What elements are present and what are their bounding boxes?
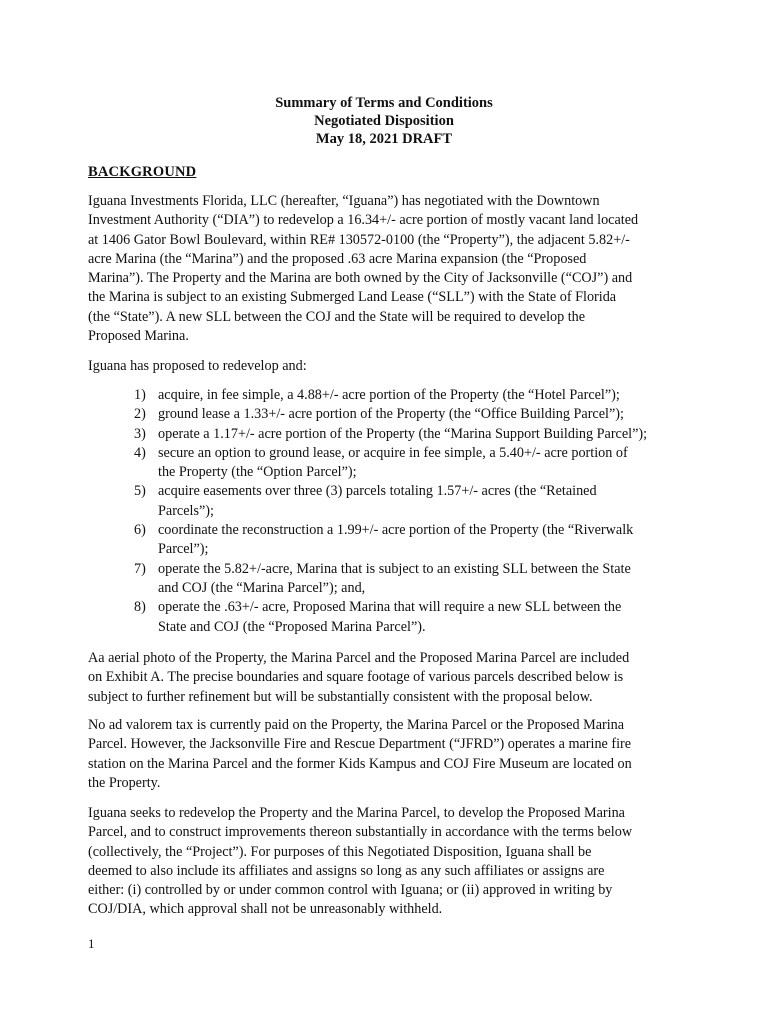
list-item-text: secure an option to ground lease, or acquire in fee simple, a 5.40+/- acre portion of xyxy=(158,444,628,461)
paragraph-line: the Property. xyxy=(88,774,161,791)
page-number: 1 xyxy=(88,936,95,951)
list-number: 4) xyxy=(134,444,146,461)
paragraph-line: Iguana Investments Florida, LLC (hereafter, “Iguana”) has negotiated with the Downtown xyxy=(88,193,600,209)
list-number: 2) xyxy=(134,406,146,423)
paragraph-line: either: (i) controlled by or under common control with Iguana; or (ii) approved in writing by xyxy=(88,882,613,899)
paragraph-line: subject to further refinement but will be substantially consistent with the proposal below. xyxy=(88,688,593,705)
list-item-text: coordinate the reconstruction a 1.99+/- acre portion of the Property (the “Riverwalk xyxy=(158,522,634,539)
list-number: 3) xyxy=(134,425,146,442)
paragraph-line: Marina”). The Property and the Marina are both owned by the City of Jacksonville (“COJ”) and xyxy=(88,270,633,287)
list-number: 6) xyxy=(134,522,146,539)
paragraph-line: No ad valorem tax is currently paid on the Property, the Marina Parcel or the Proposed Marina xyxy=(88,717,625,733)
paragraph-line: Parcel. However, the Jacksonville Fire and Rescue Department (“JFRD”) operates a marine fire xyxy=(88,736,632,753)
list-number: 1) xyxy=(134,387,146,403)
document-title xyxy=(0,94,768,148)
list-item-text: acquire easements over three (3) parcels totaling 1.57+/- acres (the “Retained xyxy=(158,483,597,500)
title-line: Summary of Terms and Conditions xyxy=(275,95,493,111)
paragraph-line: (collectively, the “Project”). For purposes of this Negotiated Disposition, Iguana shall be xyxy=(88,843,592,860)
list-item xyxy=(134,521,694,560)
paragraph-proposal-lead xyxy=(88,357,688,376)
paragraph-line: (the “State”). A new SLL between the COJ and the State will be required to develop the xyxy=(88,308,586,325)
paragraph-line: Aa aerial photo of the Property, the Marina Parcel and the Proposed Marina Parcel are included xyxy=(88,650,630,666)
paragraph-tax xyxy=(88,716,688,793)
paragraph-line: at 1406 Gator Bowl Boulevard, within RE# 130572-0100 (the “Property”), the adjacent 5.82+/- xyxy=(88,231,630,248)
list-item xyxy=(134,598,694,637)
paragraph-line: deemed to also include its affiliates and assigns so long as any such affiliates or assigns are xyxy=(88,862,605,879)
paragraph-line: Parcel, and to construct improvements thereon substantially in accordance with the terms below xyxy=(88,824,633,841)
list-item xyxy=(134,405,694,424)
list-item-text: Parcel”); xyxy=(158,541,209,558)
subtitle-line: Negotiated Disposition xyxy=(314,113,454,129)
list-number: 7) xyxy=(134,560,146,577)
list-item xyxy=(134,560,694,599)
list-item-text: ground lease a 1.33+/- acre portion of the Property (the “Office Building Parcel”); xyxy=(158,406,624,423)
list-item xyxy=(134,425,694,444)
background-heading: BACKGROUND xyxy=(88,164,197,180)
list-item-text: and COJ (the “Marina Parcel”); and, xyxy=(158,579,366,596)
list-item-text: Parcels”); xyxy=(158,502,214,519)
paragraph-line: Iguana has proposed to redevelop and: xyxy=(88,358,307,374)
date-line: May 18, 2021 DRAFT xyxy=(315,131,453,147)
paragraph-line: station on the Marina Parcel and the former Kids Kampus and COJ Fire Museum are located on xyxy=(88,755,632,772)
list-item-text: operate the 5.82+/-acre, Marina that is subject to an existing SLL between the State xyxy=(158,560,631,577)
list-item xyxy=(134,444,694,483)
list-item-text: State and COJ (the “Proposed Marina Parcel”). xyxy=(158,618,426,635)
paragraph-line: acre Marina (the “Marina”) and the proposed .63 acre Marina expansion (the “Proposed xyxy=(88,250,587,267)
paragraph-line: Investment Authority (“DIA”) to redevelop a 16.34+/- acre portion of mostly vacant land located xyxy=(88,212,639,229)
list-item-text: operate the .63+/- acre, Proposed Marina that will require a new SLL between the xyxy=(158,599,622,616)
paragraph-introduction xyxy=(88,192,688,346)
list-item-text: acquire, in fee simple, a 4.88+/- acre portion of the Property (the “Hotel Parcel”); xyxy=(158,387,620,403)
paragraph-line: Iguana seeks to redevelop the Property and the Marina Parcel, to develop the Proposed Marina xyxy=(88,805,625,821)
list-number: 5) xyxy=(134,483,146,500)
list-item-text: the Property (the “Option Parcel”); xyxy=(158,464,357,481)
proposal-list xyxy=(134,386,694,637)
paragraph-line: COJ/DIA, which approval shall not be unreasonably withheld. xyxy=(88,901,443,918)
paragraph-exhibit xyxy=(88,649,688,707)
list-item xyxy=(134,482,694,521)
list-item-text: operate a 1.17+/- acre portion of the Property (the “Marina Support Building Parcel”); xyxy=(158,425,648,442)
paragraph-project xyxy=(88,804,688,920)
paragraph-line: on Exhibit A. The precise boundaries and square footage of various parcels described below is xyxy=(88,669,624,686)
paragraph-line: the Marina is subject to an existing Submerged Land Lease (“SLL”) with the State of Florida xyxy=(88,289,617,306)
paragraph-line: Proposed Marina. xyxy=(88,328,189,345)
list-number: 8) xyxy=(134,599,146,616)
list-item xyxy=(134,386,694,405)
